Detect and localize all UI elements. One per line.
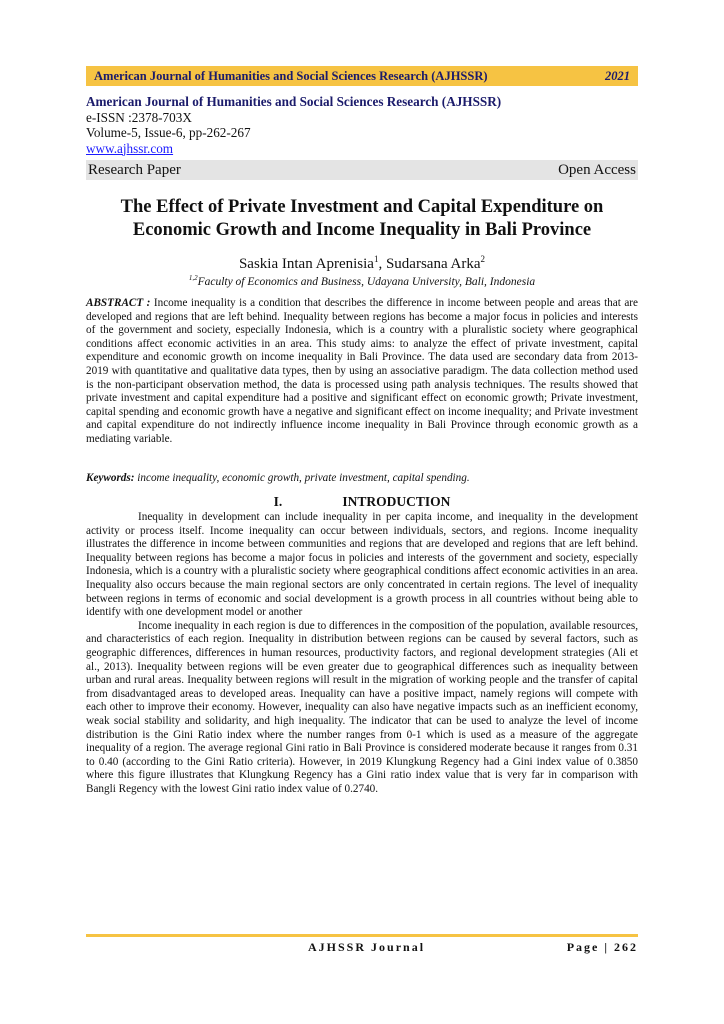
author-2: Sudarsana Arka xyxy=(385,256,481,272)
author-1: Saskia Intan Aprenisia xyxy=(238,256,374,272)
author-1-sup: 1 xyxy=(373,254,379,264)
author-separator: , xyxy=(378,256,386,272)
footer-page xyxy=(567,940,638,955)
footer-divider xyxy=(86,934,638,937)
introduction-body xyxy=(86,511,638,796)
abstract xyxy=(86,297,638,447)
header-year: 2021 xyxy=(605,68,630,83)
title-line-2: Economic Growth and Income Inequality in Bali Province xyxy=(132,220,592,240)
meta-issn: e-ISSN :2378-703X xyxy=(86,109,192,125)
access-type: Open Access xyxy=(558,161,636,178)
author-list xyxy=(86,254,638,273)
page-footer xyxy=(86,940,638,955)
journal-url-link[interactable]: www.ajhssr.com xyxy=(86,140,174,156)
meta-journal-name: American Journal of Humanities and Social Sciences Research (AJHSSR) xyxy=(86,94,502,109)
header-journal-name: American Journal of Humanities and Social Sciences Research (AJHSSR) xyxy=(94,68,488,83)
paragraph: Income inequality in each region is due to differences in the composition of the population, available resources, and characteristics of each region. Inequality in distribution between regions can be caused by several factors, such as geographic differences, differences in human resources, productivity factors, and regional development strategies (Ali et al., 2013). Inequality between regions will be even greater due to geographical differences such as inequality between urban and rural areas. Inequality between regions will result in the migration of working people and the transfer of capital from disadvantaged areas to developed areas. Inequality can have a positive impact, namely regions will compete with each other to improve their economy. However, inequality can also have negative impacts such as an inefficient economy, weak social stability and solidarity, and high inequality. The indicator that can be used to analyze the level of income distribution is the Gini Ratio index where the number ranges from 0-1 which is used as a measure of the aggregate inequality of a region. The average regional Gini ratio in Bali Province is considered moderate because it ranges from 0.31 to 0.40 (according to the Gini Ratio criteria). However, in 2019 Klungkung Regency had a Gini index value of 0.3850 where this figure illustrates that Klungkung Regency has a Gini ratio index value that is very far in comparison with Bangli Regency with the lowest Gini ratio index value of 0.2740. xyxy=(86,619,638,795)
paper-type-bar xyxy=(86,160,638,180)
paragraph: Inequality in development can include inequality in per capita income, and inequality in the development activity or process itself. Income inequality can occur between individuals, sectors, and regions. Income inequality illustrates the difference in income between communities and regions that are developed and regions that are left behind. Inequality between regions has become a major focus in policies and interests of the government and society, especially Indonesia, which is a country with a pluralistic society where geographical conditions affect economic activities in an area. Inequality also occurs because the main regional sectors are only concentrated in certain regions. The level of inequality between regions in terms of economic and social development is a growth process in all countries without being able to identify with one development model or another xyxy=(86,511,638,619)
footer-journal: AJHSSR Journal xyxy=(308,940,426,954)
section-title: INTRODUCTION xyxy=(342,494,451,509)
affiliation-text: Faculty of Economics and Business, Udayana University, Bali, Indonesia xyxy=(197,275,536,288)
footer-page-number: 262 xyxy=(614,940,638,954)
meta-volume: Volume-5, Issue-6, pp-262-267 xyxy=(86,125,251,140)
section-number: I. xyxy=(273,494,283,509)
section-heading xyxy=(86,494,638,510)
affiliation xyxy=(86,274,638,288)
abstract-label: ABSTRACT : xyxy=(86,297,151,309)
abstract-text: Income inequality is a condition that describes the difference in income between people and areas that are developed and regions that are left behind. Inequality between regions has become a major focus in policies and interests of the government and society, especially Indonesia, which is a country with a pluralistic society where geographical conditions affect economic activities in an area. This study aims: to analyze the effect of private investment, capital expenditure and economic growth on income inequality in Bali Province. The data used are secondary data from 2013-2019 with quantitative and qualitative data types, then by using an associative paradigm. The data collection method used is the non-participant observation method, the data is processed using path analysis techniques. The results showed that private investment and capital expenditure had a positive and significant effect on economic growth; Private investment, capital spending and economic growth have a negative and significant effect on income inequality; and Private investment and capital expenditure do not indirectly influence income inequality in Bali Province through economic growth as a mediating variable. xyxy=(86,297,638,445)
keywords-text: income inequality, economic growth, private investment, capital spending. xyxy=(137,472,470,484)
keywords-label: Keywords: xyxy=(86,472,135,484)
title-line-1: The Effect of Private Investment and Capital Expenditure on xyxy=(120,197,604,217)
author-2-sup: 2 xyxy=(480,254,486,264)
keywords xyxy=(86,472,638,484)
paper-title xyxy=(86,196,638,242)
affiliation-sup: 1,2 xyxy=(188,274,198,282)
footer-page-label: Page | xyxy=(566,940,609,954)
journal-meta xyxy=(86,94,638,156)
paper-type: Research Paper xyxy=(88,161,181,178)
journal-header-band xyxy=(86,66,638,86)
